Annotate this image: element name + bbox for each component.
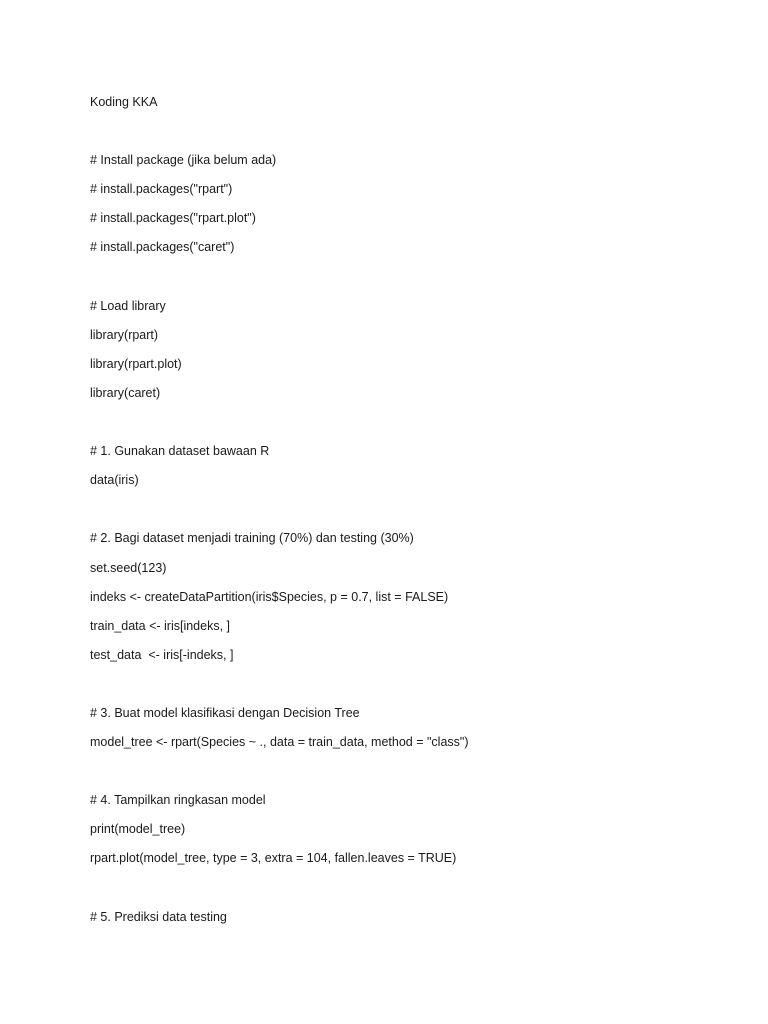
code-line: library(caret) xyxy=(90,385,161,400)
blank-line xyxy=(90,879,730,908)
code-line: train_data <- iris[indeks, ] xyxy=(90,618,230,633)
blank-line xyxy=(90,762,730,791)
blank-line xyxy=(90,675,730,704)
comment-line: # 1. Gunakan dataset bawaan R xyxy=(90,444,270,459)
comment-line: # Load library xyxy=(90,298,166,313)
code-line: set.seed(123) xyxy=(90,560,167,575)
comment-line: # 4. Tampilkan ringkasan model xyxy=(90,793,266,808)
comment-line: # 3. Buat model klasifikasi dengan Decision Tree xyxy=(90,705,360,720)
document-title: Koding KKA xyxy=(90,95,158,109)
code-line: test_data <- iris[-indeks, ] xyxy=(90,647,234,662)
code-line: print(model_tree) xyxy=(90,822,186,837)
comment-line: # Install package (jika belum ada) xyxy=(90,153,277,168)
code-line: model_tree <- rpart(Species ~ ., data = train_data, method = "class") xyxy=(90,735,469,750)
comment-line: # 2. Bagi dataset menjadi training (70%) dan testing (30%) xyxy=(90,531,414,546)
code-line: data(iris) xyxy=(90,473,139,488)
document-body xyxy=(90,93,730,937)
comment-line: # 5. Prediksi data testing xyxy=(90,909,227,924)
blank-line xyxy=(90,413,730,442)
comment-line: # install.packages("rpart") xyxy=(90,182,233,197)
code-line: indeks <- createDataPartition(iris$Species, p = 0.7, list = FALSE) xyxy=(90,589,449,604)
code-line: library(rpart.plot) xyxy=(90,356,182,371)
blank-line xyxy=(90,268,730,297)
comment-line: # install.packages("caret") xyxy=(90,240,235,255)
comment-line: # install.packages("rpart.plot") xyxy=(90,211,256,226)
blank-line xyxy=(90,500,730,529)
blank-line xyxy=(90,122,730,151)
code-line: rpart.plot(model_tree, type = 3, extra = 104, fallen.leaves = TRUE) xyxy=(90,851,457,866)
code-line: library(rpart) xyxy=(90,327,159,342)
